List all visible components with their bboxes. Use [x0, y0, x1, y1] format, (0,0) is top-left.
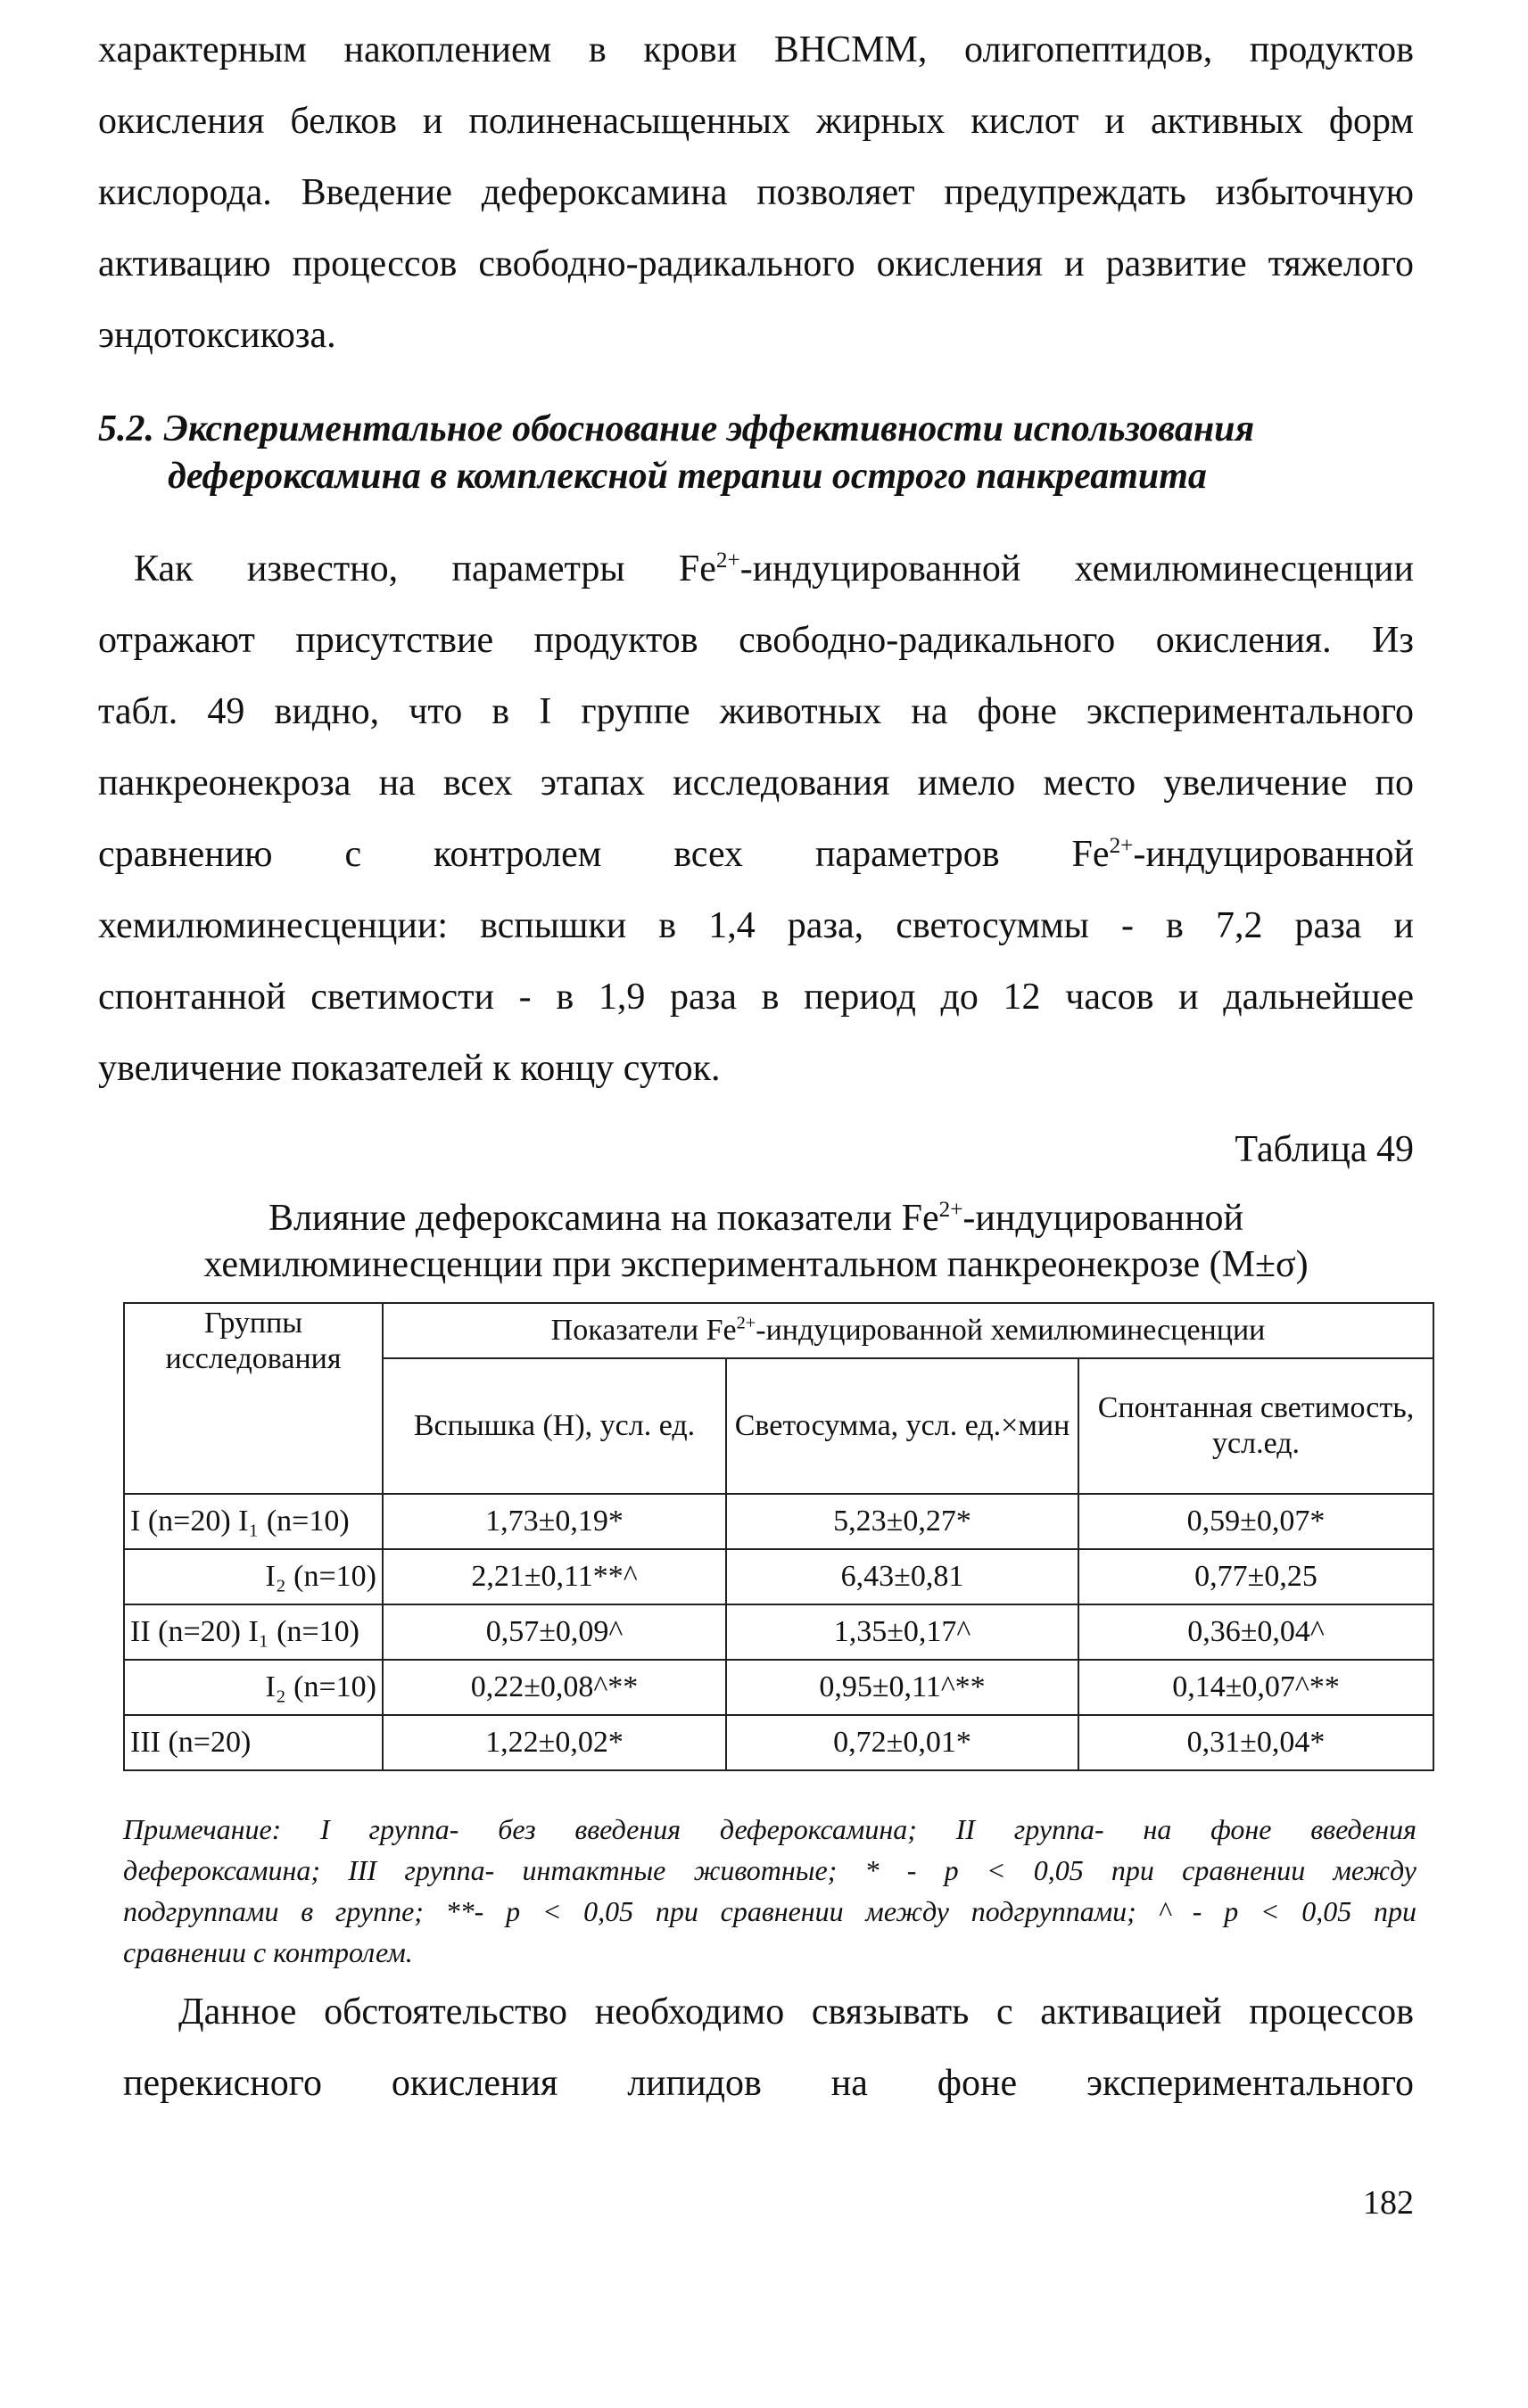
row-value: 2,21±0,11**^ [383, 1549, 726, 1604]
row-value: 0,72±0,01* [726, 1715, 1078, 1770]
row-value: 0,14±0,07^** [1078, 1660, 1433, 1715]
body-text: сравнению с контролем всех параметров Fe [98, 834, 1110, 875]
row-value: 0,95±0,11^** [726, 1660, 1078, 1715]
intro-line-2: окисления белков и полиненасыщенных жирных кислот и активных форм [98, 101, 1414, 142]
body-line-7: спонтанной светимости - в 1,9 раза в период до 12 часов и дальнейшее [98, 977, 1414, 1018]
table-row [124, 1494, 1433, 1549]
row-value: 6,43±0,81 [726, 1549, 1078, 1604]
header-text: Показатели Fe [550, 1314, 737, 1347]
row-value: 5,23±0,27* [726, 1494, 1078, 1549]
body-line-2: отражают присутствие продуктов свободно-радикального окисления. Из [98, 620, 1414, 661]
row-value: 1,73±0,19* [383, 1494, 726, 1549]
table-caption-line-2: хемилюминесценции при экспериментальном панкреонекрозе (M±σ) [203, 1244, 1309, 1285]
data-table [123, 1302, 1434, 1771]
body-line-5 [98, 831, 1414, 878]
row-group: I₂ (n=10) [124, 1549, 383, 1604]
row-value: 0,22±0,08^** [383, 1660, 726, 1715]
intro-line-5: эндотоксикоза. [98, 315, 336, 356]
fe-superscript: 2+ [1109, 834, 1134, 858]
row-value: 0,57±0,09^ [383, 1604, 726, 1660]
intro-line-4: активацию процессов свободно-радикального окисления и развитие тяжелого [98, 243, 1414, 285]
body-text: -индуцированной хемилюминесценции [739, 548, 1414, 590]
table-row [124, 1549, 1433, 1604]
body-line-4: панкреонекроза на всех этапах исследования имело место увеличение по [98, 763, 1414, 804]
table-caption-line-1 [98, 1195, 1414, 1241]
closing-line-1: Данное обстоятельство необходимо связывать с активацией процессов [178, 1992, 1414, 2033]
note-line-3: подгруппами в группе; **- p < 0,05 при сравнении между подгруппами; ^ - p < 0,05 при [123, 1895, 1416, 1927]
table-row [124, 1604, 1433, 1660]
table-row [124, 1715, 1433, 1770]
note-line-1: Примечание: I группа- без введения дефероксамина; II группа- на фоне введения [123, 1813, 1416, 1845]
fe-superscript: 2+ [736, 1313, 756, 1333]
param-header [383, 1303, 1433, 1358]
body-line-3: табл. 49 видно, что в I группе животных на фоне экспериментального [98, 691, 1414, 732]
row-value: 0,31±0,04* [1078, 1715, 1433, 1770]
caption-text: -индуцированной [962, 1198, 1244, 1239]
note-line-4: сравнении с контролем. [123, 1936, 413, 1968]
row-value: 0,59±0,07* [1078, 1494, 1433, 1549]
fe-superscript: 2+ [715, 548, 740, 573]
col-header-spontaneous: Спонтанная светимость, усл.ед. [1078, 1358, 1433, 1494]
section-number: 5.2. [98, 408, 154, 449]
table-header-row [124, 1303, 1433, 1358]
section-title-1: Экспериментальное обоснование эффективности использования [163, 408, 1255, 449]
row-value: 0,36±0,04^ [1078, 1604, 1433, 1660]
group-header: Группы исследования [124, 1303, 383, 1494]
intro-line-1: характерным накоплением в крови ВНСММ, олигопептидов, продуктов [98, 29, 1414, 70]
row-group: I (n=20) I₁ (n=10) [124, 1494, 383, 1549]
section-heading-line-2: дефероксамина в комплексной терапии острого панкреатита [168, 456, 1207, 497]
body-line-8: увеличение показателей к концу суток. [98, 1048, 721, 1089]
caption-text: Влияние дефероксамина на показатели Fe [268, 1198, 939, 1239]
page-number: 182 [1363, 2184, 1414, 2222]
col-header-lightsum: Светосумма, усл. ед.×мин [726, 1358, 1078, 1494]
header-text: -индуцированной хемилюминесценции [756, 1314, 1266, 1347]
col-header-flash: Вспышка (H), усл. ед. [383, 1358, 726, 1494]
row-group: I₂ (n=10) [124, 1660, 383, 1715]
body-text: Как известно, параметры Fe [134, 548, 716, 590]
intro-line-3: кислорода. Введение дефероксамина позволяет предупреждать избыточную [98, 172, 1414, 213]
body-line-1 [134, 546, 1414, 592]
table-row [124, 1660, 1433, 1715]
section-heading-line-1 [98, 406, 1254, 452]
table-number: Таблица 49 [1235, 1129, 1414, 1170]
row-value: 1,35±0,17^ [726, 1604, 1078, 1660]
body-line-6: хемилюминесценции: вспышки в 1,4 раза, светосуммы - в 7,2 раза и [98, 905, 1414, 946]
row-group: II (n=20) I₁ (n=10) [124, 1604, 383, 1660]
fe-superscript: 2+ [938, 1198, 963, 1222]
closing-line-2: перекисного окисления липидов на фоне экспериментального [123, 2063, 1414, 2104]
note-line-2: дефероксамина; III группа- интактные животные; * - p < 0,05 при сравнении между [123, 1854, 1416, 1886]
row-value: 0,77±0,25 [1078, 1549, 1433, 1604]
row-group: III (n=20) [124, 1715, 383, 1770]
row-value: 1,22±0,02* [383, 1715, 726, 1770]
body-text: -индуцированной [1133, 834, 1414, 875]
